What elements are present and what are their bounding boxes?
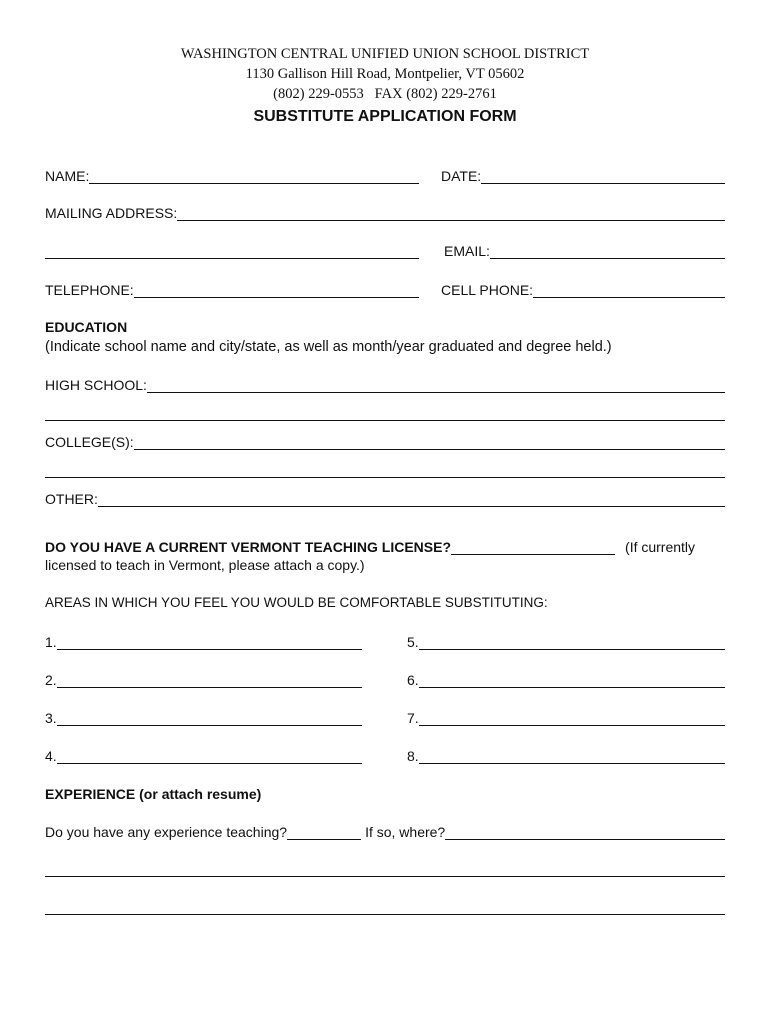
- area-number: 1.: [45, 634, 57, 650]
- high-school-label: HIGH SCHOOL:: [45, 377, 147, 393]
- area-input-line[interactable]: [57, 749, 362, 764]
- high-school-input-line[interactable]: [147, 378, 725, 393]
- date-field[interactable]: [441, 166, 725, 184]
- education-heading: EDUCATION: [45, 319, 128, 335]
- cell-phone-label: CELL PHONE:: [441, 282, 534, 298]
- cell-phone-field[interactable]: [441, 280, 725, 298]
- experience-line-2[interactable]: [45, 876, 725, 877]
- name-input-line[interactable]: [89, 169, 419, 184]
- experience-answer-line[interactable]: [287, 825, 361, 840]
- experience-line-3[interactable]: [45, 914, 725, 915]
- experience-heading: EXPERIENCE (or attach resume): [45, 786, 262, 802]
- education-instructions: (Indicate school name and city/state, as well as month/year graduated and degree held.): [45, 339, 612, 355]
- telephone-input-line[interactable]: [134, 283, 419, 298]
- other-education-label: OTHER:: [45, 491, 98, 507]
- experience-field[interactable]: [45, 822, 725, 840]
- name-label: NAME:: [45, 168, 90, 184]
- area-number: 7.: [407, 710, 419, 726]
- area-input-line[interactable]: [419, 711, 725, 726]
- date-label: DATE:: [441, 168, 482, 184]
- email-field[interactable]: [444, 241, 725, 259]
- other-education-field[interactable]: [45, 489, 725, 507]
- area-number: 5.: [407, 634, 419, 650]
- area-input-line[interactable]: [419, 749, 725, 764]
- form-title: SUBSTITUTE APPLICATION FORM: [253, 108, 517, 125]
- experience-where-label: If so, where?: [365, 824, 446, 840]
- area-field-4[interactable]: [45, 746, 362, 764]
- mailing-address-input-line[interactable]: [177, 206, 725, 221]
- area-number: 8.: [407, 748, 419, 764]
- area-field-5[interactable]: [407, 632, 725, 650]
- colleges-line-2[interactable]: [45, 477, 725, 478]
- area-field-3[interactable]: [45, 708, 362, 726]
- area-input-line[interactable]: [419, 635, 725, 650]
- experience-question: Do you have any experience teaching?: [45, 824, 288, 840]
- experience-where-input-line[interactable]: [445, 825, 725, 840]
- area-input-line[interactable]: [57, 673, 362, 688]
- area-number: 3.: [45, 710, 57, 726]
- area-number: 4.: [45, 748, 57, 764]
- area-field-7[interactable]: [407, 708, 725, 726]
- telephone-field[interactable]: [45, 280, 419, 298]
- date-input-line[interactable]: [481, 169, 725, 184]
- telephone-label: TELEPHONE:: [45, 282, 134, 298]
- cell-phone-input-line[interactable]: [533, 283, 725, 298]
- colleges-field[interactable]: [45, 432, 725, 450]
- areas-heading: AREAS IN WHICH YOU FEEL YOU WOULD BE COMFORTABLE SUBSTITUTING:: [45, 595, 548, 610]
- email-input-line[interactable]: [490, 244, 725, 259]
- high-school-line-2[interactable]: [45, 420, 725, 421]
- license-field[interactable]: [45, 537, 725, 555]
- area-input-line[interactable]: [57, 711, 362, 726]
- license-question: DO YOU HAVE A CURRENT VERMONT TEACHING LICENSE?: [45, 539, 452, 555]
- area-field-8[interactable]: [407, 746, 725, 764]
- district-address: 1130 Gallison Hill Road, Montpelier, VT 05602: [245, 66, 525, 82]
- area-field-2[interactable]: [45, 670, 362, 688]
- high-school-field[interactable]: [45, 375, 725, 393]
- district-phone: (802) 229-0553 FAX (802) 229-2761: [273, 86, 497, 102]
- license-answer-line[interactable]: [451, 540, 615, 555]
- colleges-input-line[interactable]: [134, 435, 725, 450]
- area-input-line[interactable]: [57, 635, 362, 650]
- colleges-label: COLLEGE(S):: [45, 434, 134, 450]
- mailing-address-line-2[interactable]: [45, 258, 419, 259]
- email-label: EMAIL:: [444, 243, 490, 259]
- name-field[interactable]: [45, 166, 419, 184]
- district-name: WASHINGTON CENTRAL UNIFIED UNION SCHOOL DISTRICT: [180, 46, 590, 62]
- area-number: 2.: [45, 672, 57, 688]
- area-field-6[interactable]: [407, 670, 725, 688]
- other-education-input-line[interactable]: [98, 492, 725, 507]
- area-field-1[interactable]: [45, 632, 362, 650]
- license-note-b: licensed to teach in Vermont, please attach a copy.): [45, 557, 365, 573]
- mailing-address-label: MAILING ADDRESS:: [45, 205, 178, 221]
- area-number: 6.: [407, 672, 419, 688]
- license-note-a: (If currently: [625, 539, 696, 555]
- area-input-line[interactable]: [419, 673, 725, 688]
- mailing-address-field[interactable]: [45, 203, 725, 221]
